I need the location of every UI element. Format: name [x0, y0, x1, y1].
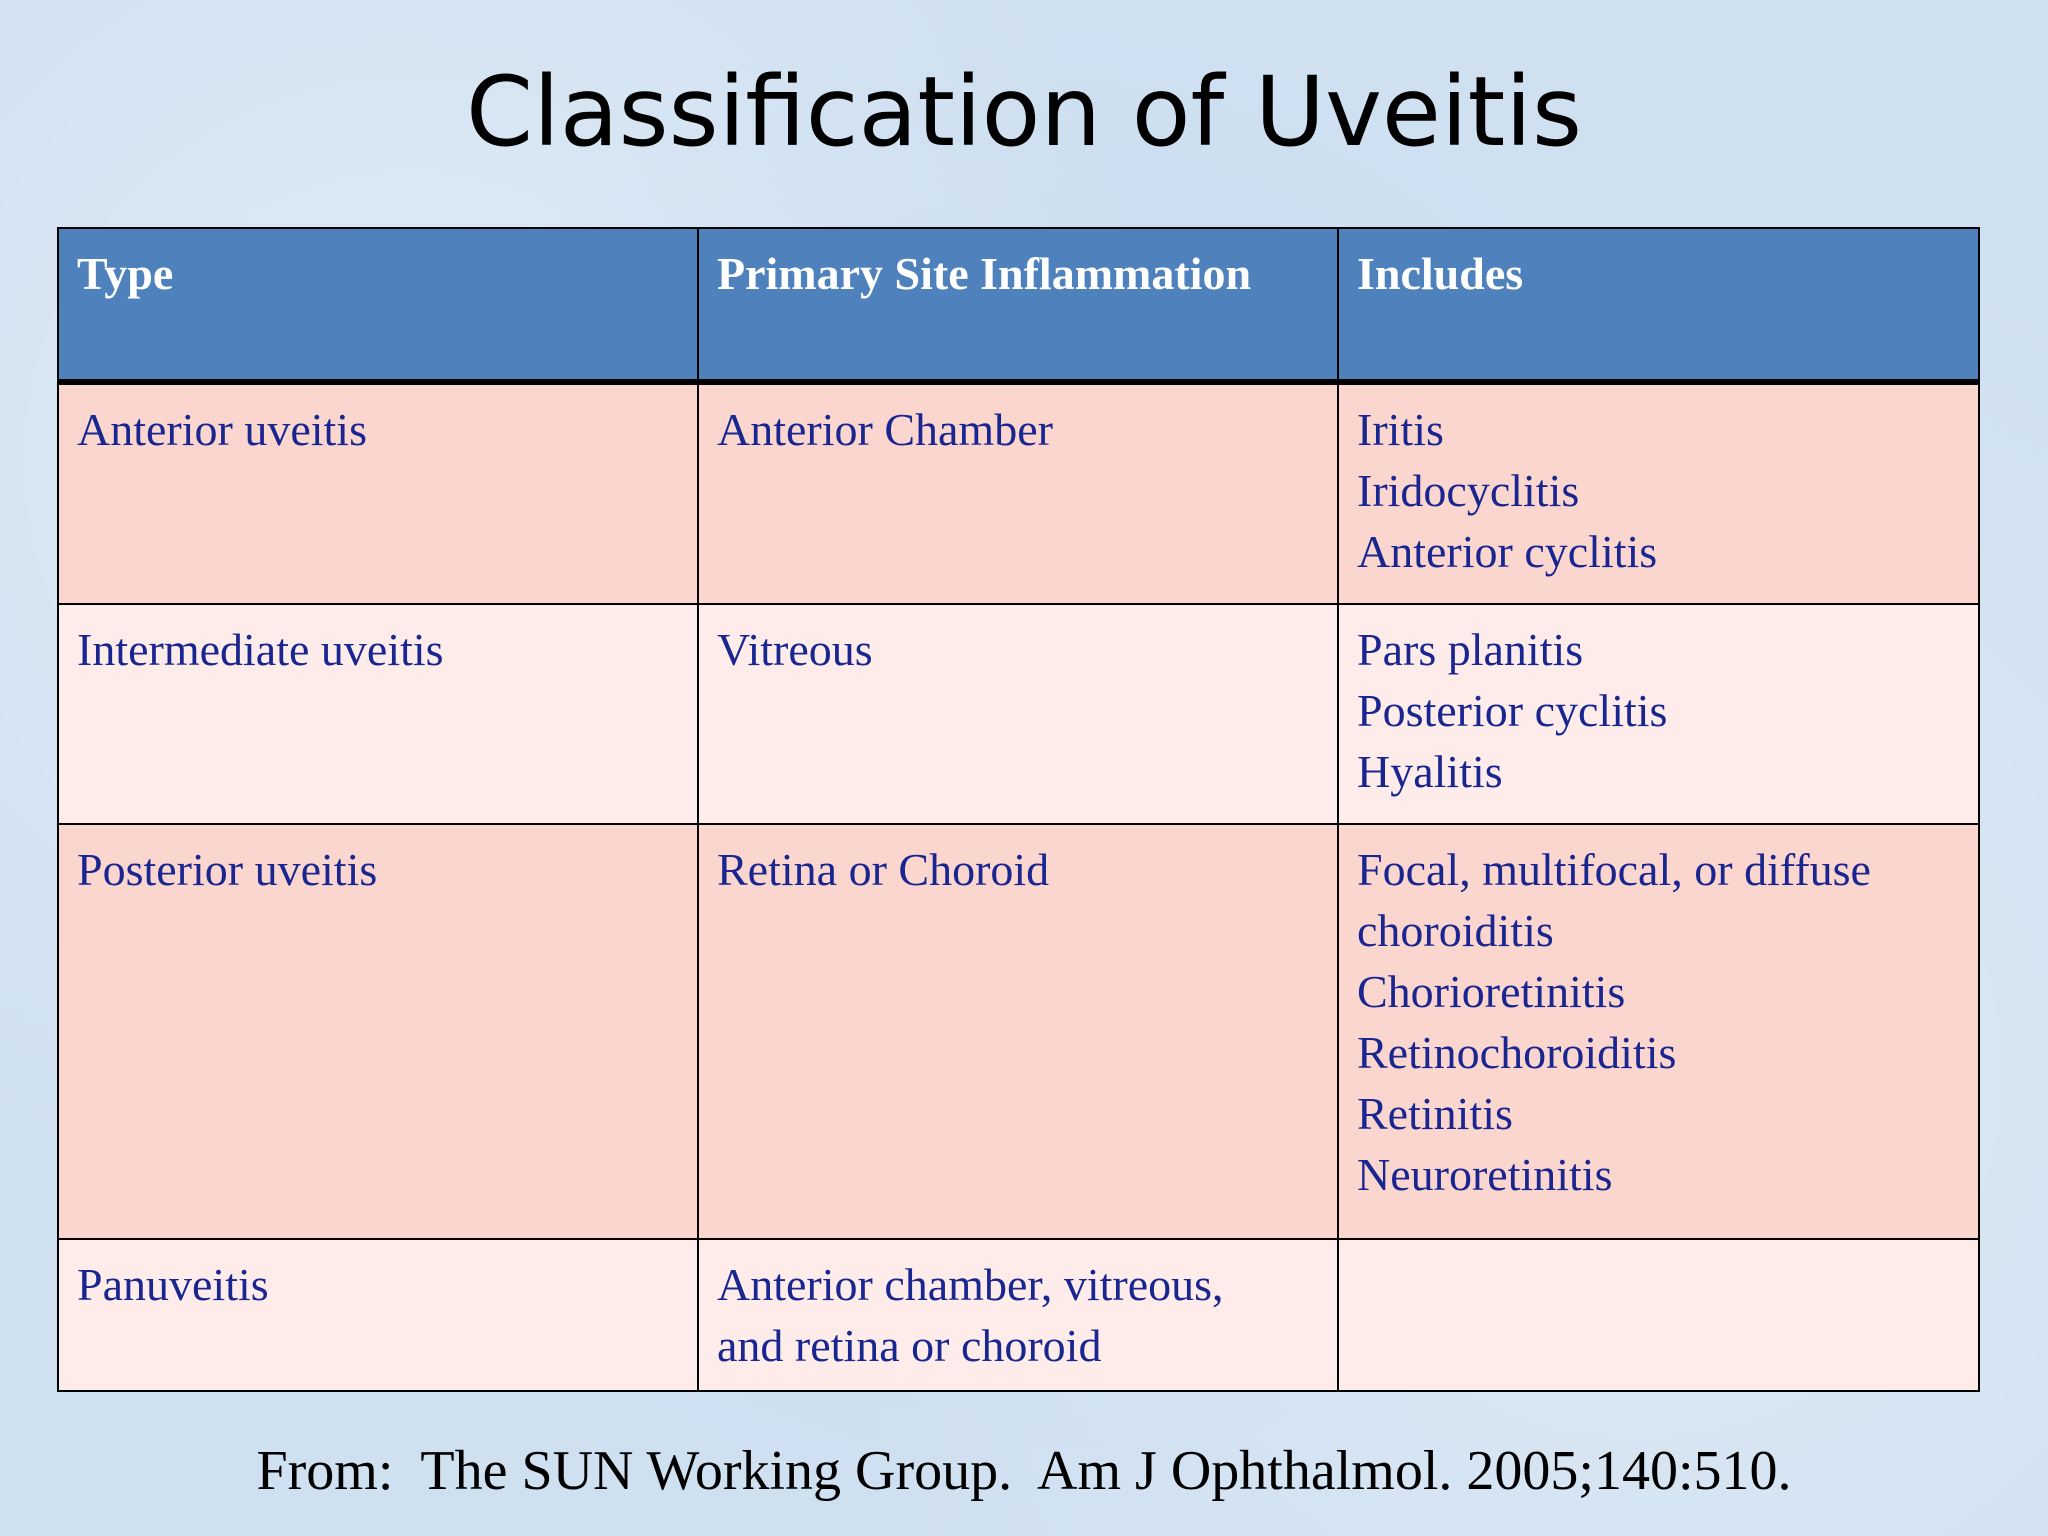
includes-item: Neuroretinitis: [1357, 1149, 1613, 1200]
cell-site: [698, 824, 1338, 1239]
cell-site: [698, 382, 1338, 604]
table-header-row: [58, 228, 1979, 382]
includes-item: Pars planitis: [1357, 624, 1584, 675]
citation-footer: From: The SUN Working Group. Am J Ophthalmol. 2005;140:510.: [256, 1440, 1792, 1502]
site-text: Vitreous: [717, 624, 873, 675]
header-includes: Includes: [1338, 228, 1979, 382]
cell-type: [58, 824, 698, 1239]
includes-item: Retinitis: [1357, 1088, 1513, 1139]
includes-item: Posterior cyclitis: [1357, 685, 1668, 736]
header-type: Type: [58, 228, 698, 382]
cell-site: [698, 604, 1338, 824]
cell-includes: [1338, 824, 1979, 1239]
includes-item: Anterior cyclitis: [1357, 526, 1658, 577]
table-row: [58, 1239, 1979, 1391]
cell-type: [58, 604, 698, 824]
uveitis-classification-table: [57, 227, 1980, 1392]
includes-item: Iridocyclitis: [1357, 465, 1580, 516]
type-text: Anterior uveitis: [77, 404, 367, 455]
includes-item: Retinochoroiditis: [1357, 1027, 1677, 1078]
site-text: Anterior Chamber: [717, 404, 1053, 455]
type-text: Posterior uveitis: [77, 844, 378, 895]
includes-item: Hyalitis: [1357, 746, 1503, 797]
table-row: [58, 382, 1979, 604]
cell-includes: [1338, 1239, 1979, 1391]
table-row: [58, 824, 1979, 1239]
type-text: Intermediate uveitis: [77, 624, 444, 675]
header-primary-site: Primary Site Inflammation: [698, 228, 1338, 382]
includes-item: Focal, multifocal, or diffuse: [1357, 844, 1871, 895]
cell-type: [58, 1239, 698, 1391]
cell-site: [698, 1239, 1338, 1391]
slide-title: Classification of Uveitis: [466, 56, 1582, 168]
includes-item: choroiditis: [1357, 905, 1554, 956]
table-row: [58, 604, 1979, 824]
includes-item: Chorioretinitis: [1357, 966, 1626, 1017]
cell-type: [58, 382, 698, 604]
site-text: Retina or Choroid: [717, 844, 1050, 895]
cell-includes: [1338, 382, 1979, 604]
site-text: and retina or choroid: [717, 1320, 1102, 1371]
type-text: Panuveitis: [77, 1259, 269, 1310]
includes-item: Iritis: [1357, 404, 1444, 455]
cell-includes: [1338, 604, 1979, 824]
site-text: Anterior chamber, vitreous,: [717, 1259, 1224, 1310]
